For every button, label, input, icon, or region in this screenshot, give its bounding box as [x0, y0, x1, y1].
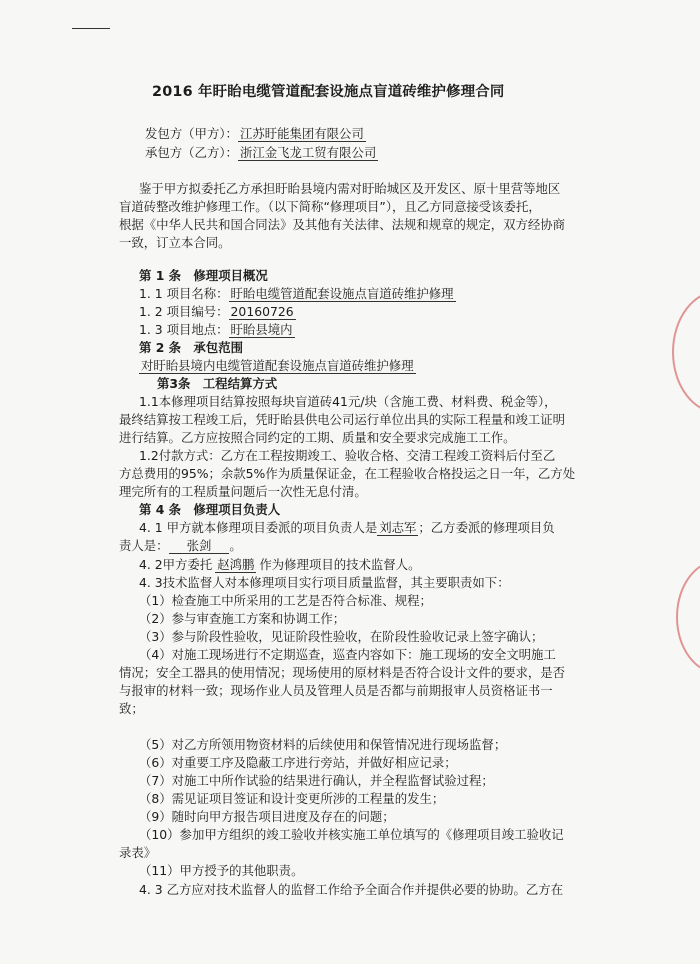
scope-value: 对盱眙县境内电缆管道配套设施点盲道砖维护修理: [141, 358, 414, 373]
duty-4-line-4: 致；: [119, 701, 144, 716]
project-number-label: 1. 2 项目编号：: [139, 304, 229, 319]
article-1-heading: 第 1 条 修理项目概况: [139, 268, 268, 283]
project-location-line: [139, 322, 295, 338]
article-3-1-line-1: 1.1本修理项目结算按照每块盲道砖41元/块（含施工费、材料费、税金等），: [139, 394, 557, 409]
party-b-label: 承包方（乙方）：: [145, 145, 238, 160]
project-number-line: [139, 304, 296, 320]
article-4-1-text-a: 4. 1 甲方就本修理项目委派的项目负责人是: [139, 520, 378, 535]
duty-3: （3）参与阶段性验收，见证阶段性验收，在阶段性验收记录上签字确认；: [139, 629, 544, 644]
article-4-3-line: 4. 3技术监督人对本修理项目实行项目质量监督，其主要职责如下：: [139, 575, 510, 590]
article-3-heading: 第3条 工程结算方式: [157, 376, 278, 391]
duty-1: （1）检查施工中所采用的工艺是否符合标准、规程；: [139, 593, 432, 608]
project-location-label: 1. 3 项目地点：: [139, 322, 229, 337]
project-number-value: 20160726: [230, 304, 294, 319]
duty-7: （7）对施工中所作试验的结果进行确认，并全程监督试验过程；: [139, 773, 494, 788]
intro-line-3: 根据《中华人民共和国合同法》及其他有关法律、法规和规章的规定，双方经协商: [119, 217, 566, 232]
project-name-value: 盱眙电缆管道配套设施点盲道砖维护修理: [230, 286, 454, 301]
party-a-manager-name: 刘志军: [379, 520, 417, 535]
article-3-2-line-1: 1.2付款方式：乙方在工程按期竣工、验收合格、交清工程竣工资料后付至乙: [139, 448, 556, 463]
article-4-heading: 第 4 条 修理项目负责人: [139, 502, 281, 517]
intro-line-4: 一致，订立本合同。: [119, 235, 231, 250]
duty-4-line-3: 与报审的材料一致；现场作业人员及管理人员是否都与前期报审人员资格证书一: [119, 683, 553, 698]
duty-5: （5）对乙方所领用物资材料的后续使用和保管情况进行现场监督；: [139, 737, 507, 752]
party-b-line: [145, 145, 378, 161]
article-3-1-line-2: 最终结算按工程竣工后，凭盱眙县供电公司运行单位出具的实际工程量和竣工证明: [119, 412, 566, 427]
duty-8: （8）需见证项目签证和设计变更所涉的工程量的发生；: [139, 791, 445, 806]
article-4-1-text-c: 责人是：: [119, 538, 169, 553]
intro-line-2: 盲道砖整改维护修理工作。（以下简称“修理项目”），且乙方同意接受该委托，: [119, 199, 541, 214]
article-4-2-line: [139, 557, 420, 573]
duty-6: （6）对重要工序及隐蔽工序进行旁站，并做好相应记录；: [139, 755, 457, 770]
document-title: 2016 年盱眙电缆管道配套设施点盲道砖维护修理合同: [152, 84, 505, 100]
supervisor-name: 赵鸿鹏: [217, 557, 255, 572]
article-4-1-text-d: 。: [229, 538, 242, 553]
party-b-manager-name: 张剑: [169, 538, 230, 554]
duty-11: （11）甲方授予的其他职责。: [139, 863, 304, 878]
article-4-1-line-1: [139, 520, 555, 536]
corner-dash-mark: [72, 28, 110, 29]
duty-10-line-2: 录表》: [119, 845, 157, 860]
intro-line-1: 鉴于甲方拟委托乙方承担盱眙县境内需对盱眙城区及开发区、原十里营等地区: [139, 181, 561, 196]
article-4-2-text-b: 作为修理项目的技术监督人。: [259, 557, 421, 572]
article-4-1-line-2: [119, 538, 242, 554]
article-4-3b-line: 4. 3 乙方应对技术监督人的监督工作给予全面合作并提供必要的协助。乙方在: [139, 882, 564, 897]
red-seal-stamp: [676, 560, 700, 674]
duty-9: （9）随时向甲方报告项目进度及存在的问题；: [139, 809, 395, 824]
project-name-line: [139, 286, 456, 302]
duty-4-line-2: 情况；安全工器具的使用情况；现场使用的原材料是否符合设计文件的要求，是否: [119, 665, 566, 680]
article-3-2-line-2: 方总费用的95%；余款5%作为质量保证金，在工程验收合格投运之日一年，乙方处: [119, 466, 576, 481]
project-name-label: 1. 1 项目名称：: [139, 286, 229, 301]
article-2-scope: [139, 358, 416, 374]
party-a-label: 发包方（甲方）：: [145, 126, 238, 141]
party-a-line: [145, 126, 366, 142]
red-seal-stamp: [672, 290, 700, 414]
project-location-value: 盱眙县境内: [230, 322, 293, 337]
duty-10-line-1: （10）参加甲方组织的竣工验收并核实施工单位填写的《修理项目竣工验收记: [139, 827, 564, 842]
party-a-name: 江苏盱能集团有限公司: [239, 126, 364, 141]
duty-2: （2）参与审查施工方案和协调工作；: [139, 611, 346, 626]
article-3-2-line-3: 理完所有的工程质量问题后一次性无息付清。: [119, 484, 367, 499]
party-b-name: 浙江金飞龙工贸有限公司: [239, 145, 377, 160]
article-3-1-line-3: 进行结算。乙方应按照合同约定的工期、质量和安全要求完成施工工作。: [119, 430, 516, 445]
duty-4-line-1: （4）对施工现场进行不定期巡查，巡查内容如下：施工现场的安全文明施工: [139, 647, 556, 662]
article-4-2-text-a: 4. 2甲方委托: [139, 557, 213, 572]
article-4-1-text-b: ；乙方委派的修理项目负: [418, 520, 555, 535]
article-2-heading: 第 2 条 承包范围: [139, 340, 243, 355]
